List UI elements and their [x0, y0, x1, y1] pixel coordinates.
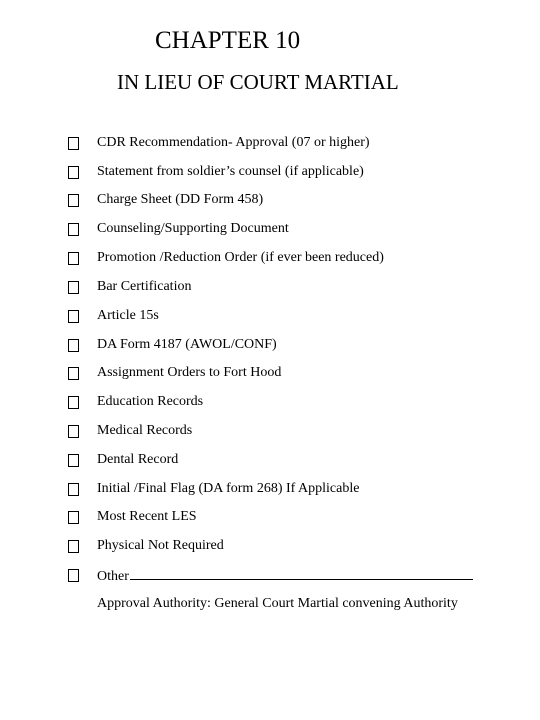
- checkbox[interactable]: [68, 540, 79, 553]
- approval-authority-text: Approval Authority: General Court Martial convening Authority: [97, 596, 458, 611]
- checkbox[interactable]: [68, 281, 79, 294]
- checkbox[interactable]: [68, 166, 79, 179]
- checkbox[interactable]: [68, 310, 79, 323]
- checklist-item-label: CDR Recommendation- Approval (07 or higher): [97, 135, 370, 150]
- checkbox[interactable]: [68, 137, 79, 150]
- checklist-item-label: Most Recent LES: [97, 509, 197, 524]
- checkbox[interactable]: [68, 454, 79, 467]
- other-write-in-line[interactable]: [130, 566, 473, 580]
- checkbox[interactable]: [68, 425, 79, 438]
- checkbox[interactable]: [68, 194, 79, 207]
- checkbox[interactable]: [68, 223, 79, 236]
- page-title: CHAPTER 10: [155, 27, 301, 54]
- checkbox[interactable]: [68, 367, 79, 380]
- checkbox[interactable]: [68, 511, 79, 524]
- checklist-item-label: Assignment Orders to Fort Hood: [97, 365, 282, 380]
- checklist-item-label: Education Records: [97, 394, 204, 409]
- checklist-item-label: Promotion /Reduction Order (if ever been reduced): [97, 250, 384, 265]
- checklist-item-label: Bar Certification: [97, 279, 192, 294]
- checkbox[interactable]: [68, 569, 79, 582]
- checklist-item-label: Statement from soldier’s counsel (if applicable): [97, 164, 364, 179]
- other-label-row: [97, 566, 473, 586]
- page-subtitle: IN LIEU OF COURT MARTIAL: [117, 70, 399, 94]
- checkbox[interactable]: [68, 396, 79, 409]
- checkbox[interactable]: [68, 252, 79, 265]
- checklist-item-label: DA Form 4187 (AWOL/CONF): [97, 337, 277, 352]
- checklist-item-label: Medical Records: [97, 423, 193, 438]
- checklist-item-label: Article 15s: [97, 308, 159, 323]
- other-label: Other: [97, 569, 129, 584]
- checklist-item-label: Initial /Final Flag (DA form 268) If Applicable: [97, 481, 360, 496]
- checkbox[interactable]: [68, 483, 79, 496]
- checklist-item-label: Dental Record: [97, 452, 179, 467]
- checkbox[interactable]: [68, 339, 79, 352]
- checklist-item-label: Counseling/Supporting Document: [97, 221, 289, 236]
- checklist-item-label: Physical Not Required: [97, 538, 224, 553]
- checklist-item-label: Charge Sheet (DD Form 458): [97, 192, 264, 207]
